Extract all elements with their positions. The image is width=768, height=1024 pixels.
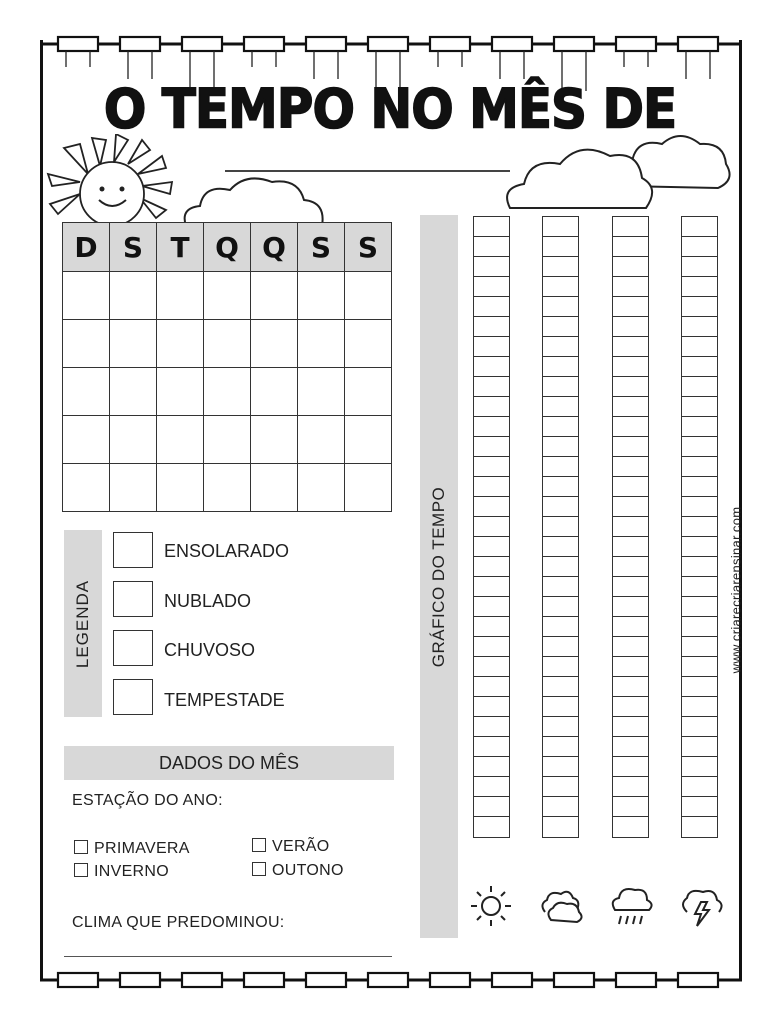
graph-cell[interactable] xyxy=(682,337,717,357)
graph-cell[interactable] xyxy=(543,277,578,297)
graph-cell[interactable] xyxy=(543,397,578,417)
graph-cell[interactable] xyxy=(474,637,509,657)
calendar-day-cell[interactable] xyxy=(345,272,392,320)
calendar-day-cell[interactable] xyxy=(204,272,251,320)
calendar-week-row xyxy=(63,320,392,368)
graph-cell[interactable] xyxy=(543,377,578,397)
graph-column-cloudy[interactable] xyxy=(542,216,579,838)
graph-cell[interactable] xyxy=(474,437,509,457)
graph-cell[interactable] xyxy=(543,257,578,277)
graph-cell[interactable] xyxy=(474,657,509,677)
graph-cell[interactable] xyxy=(474,277,509,297)
page-title: O TEMPO NO MÊS DE xyxy=(103,77,677,141)
calendar-day-header: Q xyxy=(251,223,298,272)
graph-cell[interactable] xyxy=(613,817,648,837)
graph-cell[interactable] xyxy=(682,697,717,717)
calendar-day-cell[interactable] xyxy=(157,464,204,512)
graph-cell[interactable] xyxy=(543,417,578,437)
graph-cell[interactable] xyxy=(474,777,509,797)
graph-cell[interactable] xyxy=(613,577,648,597)
graph-cell[interactable] xyxy=(613,617,648,637)
calendar-day-cell[interactable] xyxy=(251,320,298,368)
graph-cell[interactable] xyxy=(543,817,578,837)
calendar-day-cell[interactable] xyxy=(298,464,345,512)
checkbox[interactable] xyxy=(74,840,88,854)
graph-cell[interactable] xyxy=(682,657,717,677)
graph-cell[interactable] xyxy=(543,777,578,797)
calendar-day-cell[interactable] xyxy=(204,416,251,464)
graph-cell[interactable] xyxy=(682,597,717,617)
graph-cell[interactable] xyxy=(543,317,578,337)
legend-label: TEMPESTADE xyxy=(164,690,285,710)
graph-cell[interactable] xyxy=(474,537,509,557)
calendar-day-cell[interactable] xyxy=(157,320,204,368)
graph-cell[interactable] xyxy=(543,717,578,737)
legend-label: NUBLADO xyxy=(164,591,252,611)
storm-icon xyxy=(677,882,725,930)
graph-cell[interactable] xyxy=(543,437,578,457)
graph-cell[interactable] xyxy=(682,737,717,757)
calendar-grid xyxy=(62,222,392,512)
calendar-day-cell[interactable] xyxy=(298,416,345,464)
graph-cell[interactable] xyxy=(613,277,648,297)
graph-cell[interactable] xyxy=(613,377,648,397)
graph-cell[interactable] xyxy=(543,357,578,377)
season-label-text: PRIMAVERA xyxy=(94,840,190,857)
calendar-day-cell[interactable] xyxy=(204,464,251,512)
graph-cell[interactable] xyxy=(474,217,509,237)
graph-column-rainy[interactable] xyxy=(612,216,649,838)
graph-cell[interactable] xyxy=(474,557,509,577)
graph-cell[interactable] xyxy=(682,517,717,537)
graph-cell[interactable] xyxy=(474,517,509,537)
season-option-winter[interactable] xyxy=(74,863,169,881)
website-credit: www.criarecriarensinar.com xyxy=(728,506,744,674)
graph-cell[interactable] xyxy=(682,297,717,317)
graph-cell[interactable] xyxy=(613,317,648,337)
graph-cell[interactable] xyxy=(613,537,648,557)
graph-cell[interactable] xyxy=(543,737,578,757)
graph-cell[interactable] xyxy=(682,557,717,577)
graph-cell[interactable] xyxy=(543,557,578,577)
graph-column-storm[interactable] xyxy=(681,216,718,838)
calendar-day-cell[interactable] xyxy=(110,320,157,368)
legend-box-storm[interactable] xyxy=(113,679,153,715)
sun-illustration xyxy=(44,134,194,224)
graph-cell[interactable] xyxy=(613,437,648,457)
calendar-day-cell[interactable] xyxy=(157,416,204,464)
calendar-day-cell[interactable] xyxy=(63,416,110,464)
calendar-day-cell[interactable] xyxy=(63,320,110,368)
calendar-day-cell[interactable] xyxy=(204,320,251,368)
legend-title: LEGENDA xyxy=(73,579,92,668)
graph-cell[interactable] xyxy=(543,517,578,537)
graph-cell[interactable] xyxy=(613,517,648,537)
graph-cell[interactable] xyxy=(613,297,648,317)
graph-cell[interactable] xyxy=(613,417,648,437)
graph-cell[interactable] xyxy=(474,737,509,757)
legend-label: ENSOLARADO xyxy=(164,541,290,561)
season-option-summer[interactable] xyxy=(252,838,330,856)
calendar-header-row xyxy=(63,223,392,272)
legend-box-sunny[interactable] xyxy=(113,532,153,568)
checkbox[interactable] xyxy=(74,863,88,877)
calendar-week-row xyxy=(63,272,392,320)
graph-cell[interactable] xyxy=(682,757,717,777)
graph-cell[interactable] xyxy=(474,297,509,317)
graph-cell[interactable] xyxy=(613,737,648,757)
calendar-day-cell[interactable] xyxy=(63,464,110,512)
calendar-day-cell[interactable] xyxy=(251,272,298,320)
graph-cell[interactable] xyxy=(543,617,578,637)
graph-cell[interactable] xyxy=(474,357,509,377)
graph-cell[interactable] xyxy=(474,817,509,837)
calendar-day-cell[interactable] xyxy=(345,416,392,464)
calendar-day-cell[interactable] xyxy=(298,368,345,416)
graph-cell[interactable] xyxy=(613,677,648,697)
graph-cell[interactable] xyxy=(474,797,509,817)
checkbox[interactable] xyxy=(252,838,266,852)
graph-cell[interactable] xyxy=(474,477,509,497)
graph-cell[interactable] xyxy=(613,237,648,257)
graph-cell[interactable] xyxy=(613,797,648,817)
graph-cell[interactable] xyxy=(474,417,509,437)
graph-cell[interactable] xyxy=(613,637,648,657)
graph-cell[interactable] xyxy=(543,497,578,517)
calendar-day-cell[interactable] xyxy=(110,416,157,464)
checkbox[interactable] xyxy=(252,862,266,876)
graph-cell[interactable] xyxy=(682,417,717,437)
graph-cell[interactable] xyxy=(543,457,578,477)
graph-cell[interactable] xyxy=(682,397,717,417)
graph-cell[interactable] xyxy=(543,337,578,357)
graph-cell[interactable] xyxy=(474,497,509,517)
graph-cell[interactable] xyxy=(474,577,509,597)
season-option-autumn[interactable] xyxy=(252,862,344,880)
graph-cell[interactable] xyxy=(474,397,509,417)
graph-cell[interactable] xyxy=(613,477,648,497)
calendar-day-header: S xyxy=(345,223,392,272)
graph-cell[interactable] xyxy=(543,477,578,497)
graph-cell[interactable] xyxy=(613,217,648,237)
legend-label: CHUVOSO xyxy=(164,640,256,660)
graph-cell[interactable] xyxy=(682,777,717,797)
calendar-day-cell[interactable] xyxy=(345,320,392,368)
graph-cell[interactable] xyxy=(682,577,717,597)
graph-cell[interactable] xyxy=(682,677,717,697)
graph-cell[interactable] xyxy=(613,597,648,617)
legend-box-cloudy[interactable] xyxy=(113,581,153,617)
calendar-day-cell[interactable] xyxy=(157,272,204,320)
graph-cell[interactable] xyxy=(682,317,717,337)
cloud-icon xyxy=(537,882,585,930)
graph-cell[interactable] xyxy=(682,617,717,637)
graph-cell[interactable] xyxy=(613,357,648,377)
graph-cell[interactable] xyxy=(543,797,578,817)
graph-column-sunny[interactable] xyxy=(473,216,510,838)
calendar-day-cell[interactable] xyxy=(345,368,392,416)
calendar-day-cell[interactable] xyxy=(110,272,157,320)
graph-cell[interactable] xyxy=(474,257,509,277)
graph-cell[interactable] xyxy=(474,617,509,637)
graph-cell[interactable] xyxy=(474,697,509,717)
graph-cell[interactable] xyxy=(682,377,717,397)
climate-write-line[interactable] xyxy=(64,956,392,957)
graph-cell[interactable] xyxy=(543,697,578,717)
calendar-day-cell[interactable] xyxy=(251,416,298,464)
calendar-day-cell[interactable] xyxy=(298,320,345,368)
calendar-day-cell[interactable] xyxy=(251,464,298,512)
month-write-line[interactable] xyxy=(225,170,510,172)
graph-title: GRÁFICO DO TEMPO xyxy=(429,486,448,667)
calendar-week-row xyxy=(63,464,392,512)
graph-cell[interactable] xyxy=(543,757,578,777)
calendar-day-header: D xyxy=(63,223,110,272)
graph-cell[interactable] xyxy=(613,557,648,577)
graph-cell[interactable] xyxy=(682,457,717,477)
calendar-day-cell[interactable] xyxy=(110,368,157,416)
month-data-title: DADOS DO MÊS xyxy=(64,746,394,780)
season-label-text: VERÃO xyxy=(272,838,330,855)
graph-cell[interactable] xyxy=(474,597,509,617)
calendar-week-row xyxy=(63,416,392,464)
graph-cell[interactable] xyxy=(613,497,648,517)
calendar-day-cell[interactable] xyxy=(157,368,204,416)
graph-cell[interactable] xyxy=(613,257,648,277)
graph-cell[interactable] xyxy=(682,217,717,237)
graph-cell[interactable] xyxy=(474,757,509,777)
graph-cell[interactable] xyxy=(682,277,717,297)
graph-cell[interactable] xyxy=(682,477,717,497)
graph-cell[interactable] xyxy=(682,257,717,277)
season-option-spring[interactable] xyxy=(74,840,190,858)
legend-box-rainy[interactable] xyxy=(113,630,153,666)
calendar-day-header: Q xyxy=(204,223,251,272)
graph-cell[interactable] xyxy=(474,317,509,337)
graph-cell[interactable] xyxy=(613,757,648,777)
calendar-day-cell[interactable] xyxy=(251,368,298,416)
calendar-day-header: S xyxy=(110,223,157,272)
calendar-day-header: S xyxy=(298,223,345,272)
season-label-text: OUTONO xyxy=(272,862,344,879)
calendar-day-cell[interactable] xyxy=(110,464,157,512)
sun-icon xyxy=(467,882,515,930)
graph-cell[interactable] xyxy=(613,457,648,477)
graph-cell[interactable] xyxy=(474,457,509,477)
graph-cell[interactable] xyxy=(613,717,648,737)
graph-cell[interactable] xyxy=(682,637,717,657)
calendar-day-cell[interactable] xyxy=(63,272,110,320)
graph-cell[interactable] xyxy=(543,537,578,557)
graph-cell[interactable] xyxy=(543,597,578,617)
season-label: ESTAÇÃO DO ANO: xyxy=(72,792,223,809)
graph-cell[interactable] xyxy=(682,497,717,517)
calendar-week-row xyxy=(63,368,392,416)
graph-cell[interactable] xyxy=(543,657,578,677)
cloud-illustration-left xyxy=(180,172,330,228)
graph-cell[interactable] xyxy=(543,637,578,657)
graph-cell[interactable] xyxy=(543,237,578,257)
graph-cell[interactable] xyxy=(613,337,648,357)
graph-cell[interactable] xyxy=(682,717,717,737)
calendar-day-cell[interactable] xyxy=(345,464,392,512)
graph-cell[interactable] xyxy=(613,397,648,417)
graph-cell[interactable] xyxy=(474,377,509,397)
rain-icon xyxy=(607,880,655,928)
calendar-day-cell[interactable] xyxy=(63,368,110,416)
graph-cell[interactable] xyxy=(474,337,509,357)
calendar-day-header: T xyxy=(157,223,204,272)
graph-cell[interactable] xyxy=(682,357,717,377)
graph-cell[interactable] xyxy=(543,677,578,697)
graph-cell[interactable] xyxy=(543,297,578,317)
calendar-day-cell[interactable] xyxy=(298,272,345,320)
graph-cell[interactable] xyxy=(682,437,717,457)
graph-cell[interactable] xyxy=(543,577,578,597)
season-label-text: INVERNO xyxy=(94,863,169,880)
climate-label: CLIMA QUE PREDOMINOU: xyxy=(72,914,285,931)
graph-cell[interactable] xyxy=(613,777,648,797)
graph-cell[interactable] xyxy=(474,237,509,257)
graph-cell[interactable] xyxy=(682,237,717,257)
graph-cell[interactable] xyxy=(682,797,717,817)
graph-cell[interactable] xyxy=(613,657,648,677)
graph-cell[interactable] xyxy=(474,677,509,697)
graph-cell[interactable] xyxy=(682,817,717,837)
calendar-day-cell[interactable] xyxy=(204,368,251,416)
graph-cell[interactable] xyxy=(543,217,578,237)
graph-cell[interactable] xyxy=(682,537,717,557)
graph-cell[interactable] xyxy=(474,717,509,737)
graph-cell[interactable] xyxy=(613,697,648,717)
